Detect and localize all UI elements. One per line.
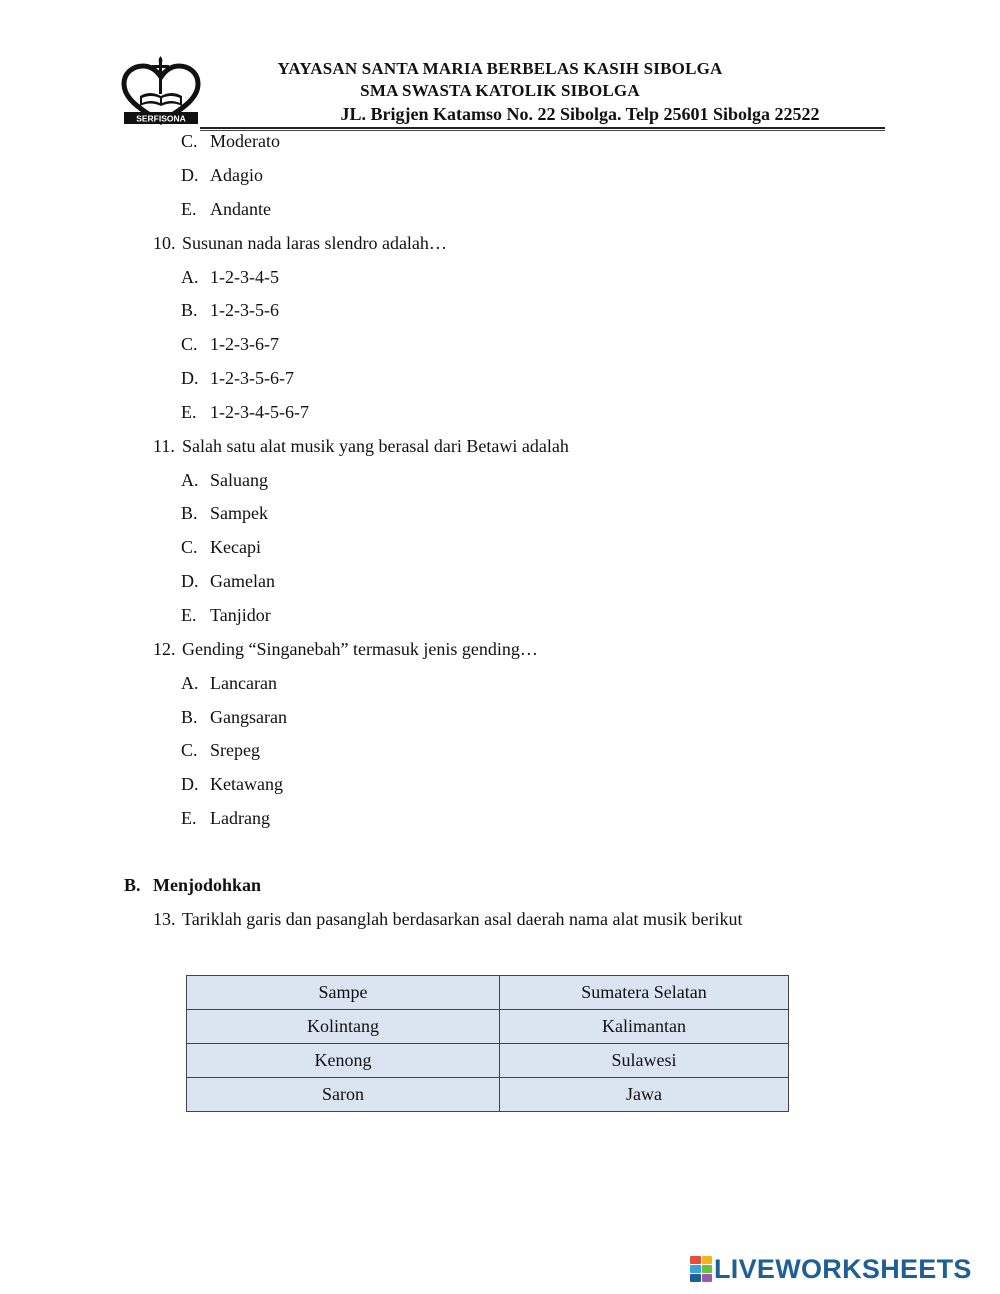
option-letter: D. bbox=[181, 571, 199, 591]
option-text: 1-2-3-4-5 bbox=[210, 267, 279, 287]
table-row bbox=[187, 1078, 789, 1112]
question-text: Gending “Singanebah” termasuk jenis gending… bbox=[182, 639, 538, 659]
option-text: 1-2-3-5-6-7 bbox=[210, 368, 294, 388]
region-cell[interactable]: Jawa bbox=[500, 1078, 789, 1112]
option-letter: C. bbox=[181, 334, 198, 354]
option-text: Saluang bbox=[210, 470, 268, 490]
question-text: Salah satu alat musik yang berasal dari Betawi adalah bbox=[182, 436, 569, 456]
question-13 bbox=[153, 908, 743, 930]
option-letter: A. bbox=[181, 267, 199, 287]
option-text: 1-2-3-6-7 bbox=[210, 334, 279, 354]
question-11 bbox=[153, 435, 569, 457]
option-letter: D. bbox=[181, 368, 199, 388]
region-cell[interactable]: Sulawesi bbox=[500, 1044, 789, 1078]
question-text: Susunan nada laras slendro adalah… bbox=[182, 233, 447, 253]
question-text: Tariklah garis dan pasanglah berdasarkan asal daerah nama alat musik berikut bbox=[182, 909, 743, 929]
q11-option-d[interactable] bbox=[181, 570, 275, 592]
option-text: Sampek bbox=[210, 503, 268, 523]
q12-option-a[interactable] bbox=[181, 672, 277, 694]
section-letter: B. bbox=[124, 875, 141, 895]
question-number: 10. bbox=[153, 233, 176, 253]
table-row bbox=[187, 1010, 789, 1044]
letterhead bbox=[0, 0, 1000, 140]
q12-option-c[interactable] bbox=[181, 739, 260, 761]
q11-option-a[interactable] bbox=[181, 469, 268, 491]
region-cell[interactable]: Sumatera Selatan bbox=[500, 976, 789, 1010]
school-address: JL. Brigjen Katamso No. 22 Sibolga. Telp 25601 Sibolga 22522 bbox=[340, 104, 820, 124]
option-letter: B. bbox=[181, 707, 198, 727]
q12-option-e[interactable] bbox=[181, 807, 270, 829]
q11-option-b[interactable] bbox=[181, 502, 268, 524]
option-text: 1-2-3-4-5-6-7 bbox=[210, 402, 309, 422]
q11-option-c[interactable] bbox=[181, 536, 261, 558]
table-row bbox=[187, 976, 789, 1010]
option-letter: E. bbox=[181, 605, 197, 625]
option-text: Ladrang bbox=[210, 808, 270, 828]
option-text: 1-2-3-5-6 bbox=[210, 300, 279, 320]
liveworksheets-watermark bbox=[690, 1254, 972, 1284]
option-letter: D. bbox=[181, 774, 199, 794]
option-text: Kecapi bbox=[210, 537, 261, 557]
q12-option-d[interactable] bbox=[181, 773, 283, 795]
option-letter: A. bbox=[181, 470, 199, 490]
option-text: Gangsaran bbox=[210, 707, 287, 727]
option-letter: A. bbox=[181, 673, 199, 693]
option-letter: D. bbox=[181, 165, 199, 185]
region-cell[interactable]: Kalimantan bbox=[500, 1010, 789, 1044]
question-number: 12. bbox=[153, 639, 176, 659]
table-row bbox=[187, 1044, 789, 1078]
option-letter: B. bbox=[181, 300, 198, 320]
q11-option-e[interactable] bbox=[181, 604, 271, 626]
option-text: Moderato bbox=[210, 131, 280, 151]
matching-table bbox=[186, 975, 789, 1112]
option-text: Ketawang bbox=[210, 774, 283, 794]
school-name: SMA SWASTA KATOLIK SIBOLGA bbox=[360, 81, 640, 100]
option-text: Srepeg bbox=[210, 740, 260, 760]
option-letter: E. bbox=[181, 402, 197, 422]
q10-option-c[interactable] bbox=[181, 333, 279, 355]
option-letter: C. bbox=[181, 537, 198, 557]
option-text: Tanjidor bbox=[210, 605, 271, 625]
q10-option-b[interactable] bbox=[181, 299, 279, 321]
q10-option-a[interactable] bbox=[181, 266, 279, 288]
section-title: Menjodohkan bbox=[153, 875, 262, 895]
logo-text: SERFISONA bbox=[136, 113, 186, 124]
option-text: Gamelan bbox=[210, 571, 275, 591]
instrument-cell[interactable]: Saron bbox=[187, 1078, 500, 1112]
option-text: Adagio bbox=[210, 165, 263, 185]
instrument-cell[interactable]: Kenong bbox=[187, 1044, 500, 1078]
foundation-name: YAYASAN SANTA MARIA BERBELAS KASIH SIBOLGA bbox=[277, 59, 723, 78]
q9-option-d[interactable] bbox=[181, 164, 263, 186]
instrument-cell[interactable]: Sampe bbox=[187, 976, 500, 1010]
option-letter: C. bbox=[181, 740, 198, 760]
q10-option-d[interactable] bbox=[181, 367, 294, 389]
q9-option-c[interactable] bbox=[181, 130, 280, 152]
header-rule-thin bbox=[200, 130, 885, 131]
option-letter: B. bbox=[181, 503, 198, 523]
school-logo bbox=[118, 56, 204, 126]
liveworksheets-wordmark: LIVEWORKSHEETS bbox=[714, 1253, 972, 1284]
question-number: 13. bbox=[153, 909, 176, 929]
option-text: Andante bbox=[210, 199, 271, 219]
question-12 bbox=[153, 638, 538, 660]
question-10 bbox=[153, 232, 447, 254]
question-number: 11. bbox=[153, 436, 175, 456]
q12-option-b[interactable] bbox=[181, 706, 287, 728]
option-letter: E. bbox=[181, 199, 197, 219]
section-b-heading bbox=[124, 874, 261, 896]
q9-option-e[interactable] bbox=[181, 198, 271, 220]
header-rule bbox=[200, 127, 885, 129]
liveworksheets-logo-icon bbox=[690, 1256, 712, 1282]
option-text: Lancaran bbox=[210, 673, 277, 693]
instrument-cell[interactable]: Kolintang bbox=[187, 1010, 500, 1044]
letterhead-text bbox=[200, 58, 820, 126]
q10-option-e[interactable] bbox=[181, 401, 309, 423]
option-letter: E. bbox=[181, 808, 197, 828]
option-letter: C. bbox=[181, 131, 198, 151]
